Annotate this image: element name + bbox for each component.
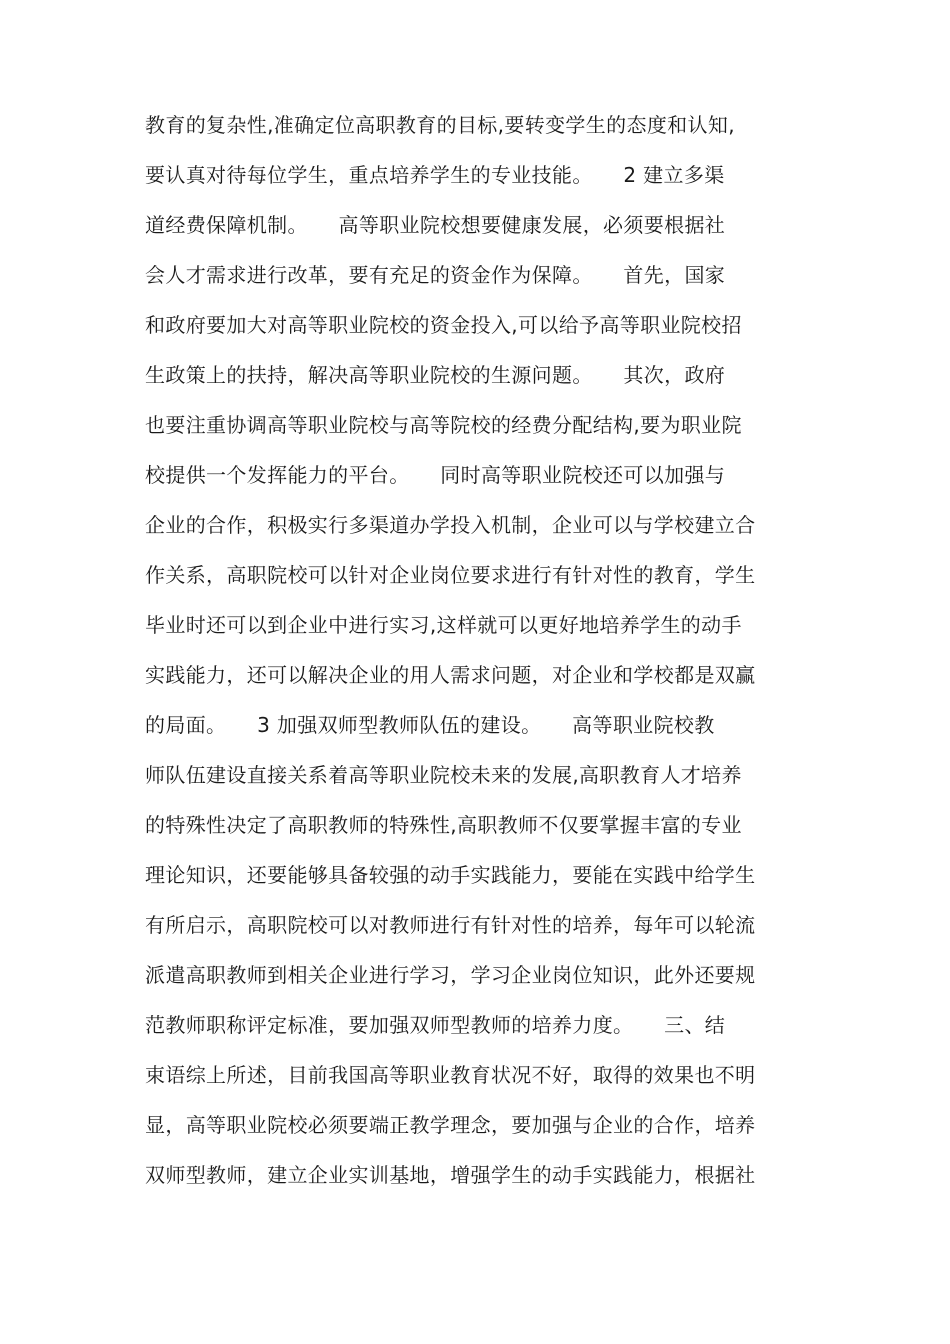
text-line: 要认真对待每位学生，重点培养学生的专业技能。 2 建立多渠 xyxy=(145,163,725,187)
text-line: 的特殊性决定了高职教师的特殊性,高职教师不仅要掌握丰富的专业 xyxy=(145,813,742,837)
text-line: 道经费保障机制。 高等职业院校想要健康发展，必须要根据社 xyxy=(145,213,726,237)
text-line: 会人才需求进行改革，要有充足的资金作为保障。 首先，国家 xyxy=(145,263,726,287)
text-line: 的局面。 3 加强双师型教师队伍的建设。 高等职业院校教 xyxy=(145,713,715,737)
text-line: 实践能力，还可以解决企业的用人需求问题，对企业和学校都是双赢 xyxy=(145,663,756,687)
body-text xyxy=(145,100,835,1200)
text-line: 作关系，高职院校可以针对企业岗位要求进行有针对性的教育，学生 xyxy=(145,563,756,587)
text-line: 显，高等职业院校必须要端正教学理念，要加强与企业的合作，培养 xyxy=(145,1113,756,1137)
text-line: 和政府要加大对高等职业院校的资金投入,可以给予高等职业院校招 xyxy=(145,313,742,337)
text-line: 师队伍建设直接关系着高等职业院校未来的发展,高职教育人才培养 xyxy=(145,763,742,787)
text-line: 生政策上的扶持，解决高等职业院校的生源问题。 其次，政府 xyxy=(145,363,726,387)
text-line: 毕业时还可以到企业中进行实习,这样就可以更好地培养学生的动手 xyxy=(145,613,742,637)
text-line: 理论知识，还要能够具备较强的动手实践能力，要能在实践中给学生 xyxy=(145,863,756,887)
text-line: 有所启示，高职院校可以对教师进行有针对性的培养，每年可以轮流 xyxy=(145,913,756,937)
text-line: 教育的复杂性,准确定位高职教育的目标,要转变学生的态度和认知, xyxy=(145,113,735,137)
text-line: 企业的合作，积极实行多渠道办学投入机制，企业可以与学校建立合 xyxy=(145,513,756,537)
text-line: 束语综上所述，目前我国高等职业教育状况不好，取得的效果也不明 xyxy=(145,1063,756,1087)
text-line: 也要注重协调高等职业院校与高等院校的经费分配结构,要为职业院 xyxy=(145,413,742,437)
text-line: 范教师职称评定标准，要加强双师型教师的培养力度。 三、结 xyxy=(145,1013,726,1037)
text-line: 派遣高职教师到相关企业进行学习，学习企业岗位知识，此外还要规 xyxy=(145,963,756,987)
text-line: 校提供一个发挥能力的平台。 同时高等职业院校还可以加强与 xyxy=(145,463,726,487)
text-line: 双师型教师，建立企业实训基地，增强学生的动手实践能力，根据社 xyxy=(145,1163,756,1187)
